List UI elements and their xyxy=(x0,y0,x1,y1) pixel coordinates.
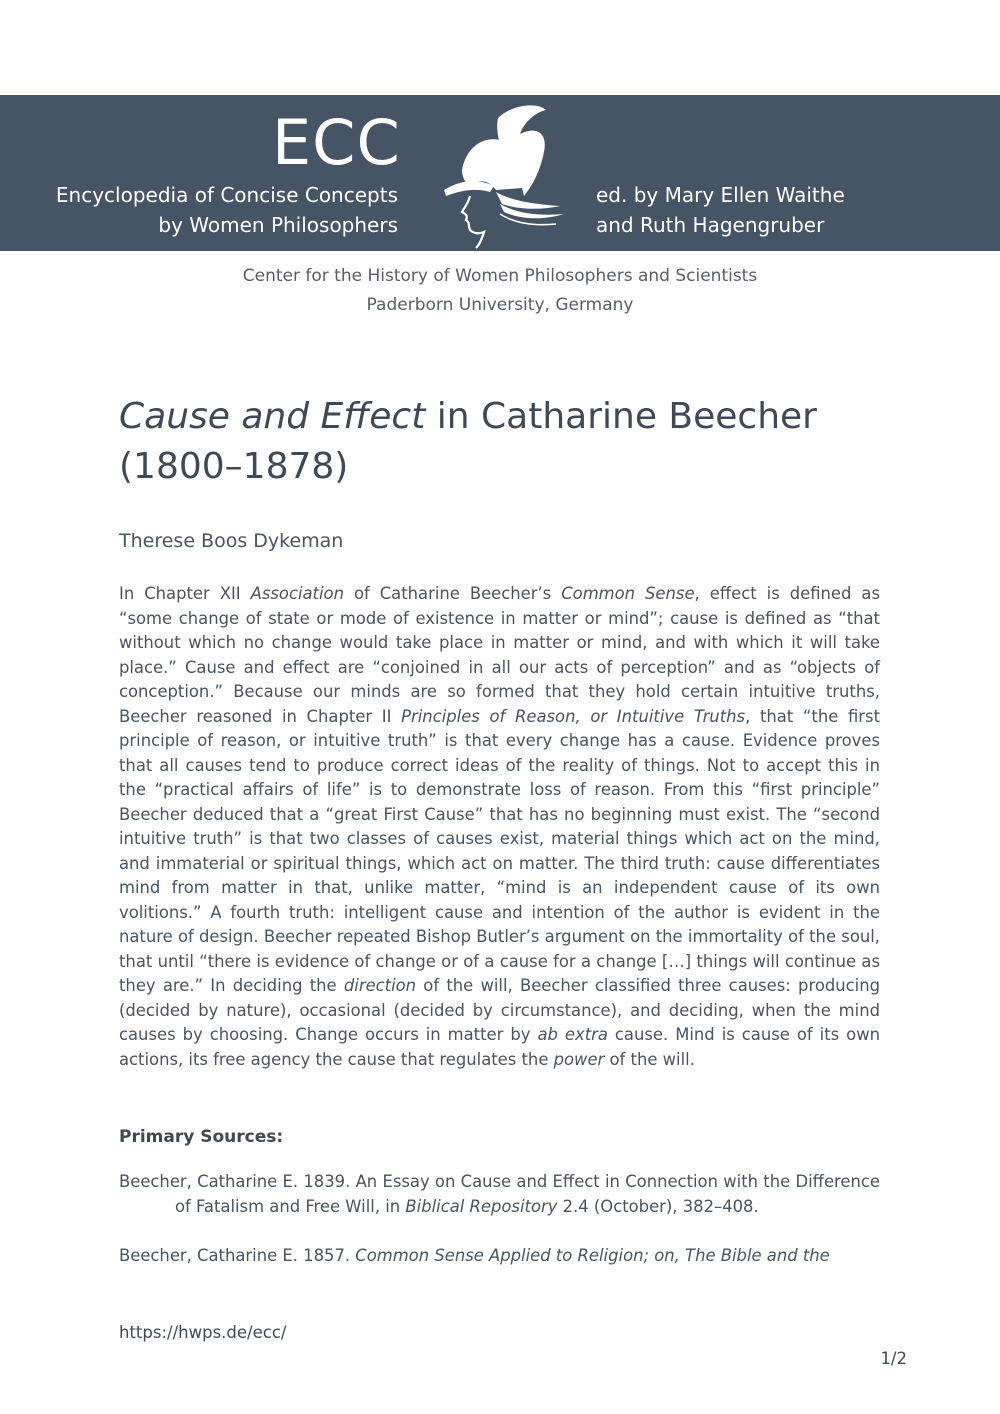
reference-item xyxy=(119,1170,880,1219)
article-body xyxy=(119,582,880,1072)
text-run: cause. Mind is cause of its own actions, its free agency the cause that regulates the xyxy=(119,1025,880,1069)
subtitle-line-2: by Women Philosophers xyxy=(158,213,398,237)
italic-run: Common Sense xyxy=(561,584,695,603)
ecc-logo: ECC xyxy=(272,106,401,179)
title-italic: Cause and Effect xyxy=(119,396,426,437)
italic-run: Principles of Reason, or Intuitive Truths xyxy=(401,706,746,726)
text-run: 2.4 (October), 382–408. xyxy=(557,1196,759,1216)
institution-location: Paderborn University, Germany xyxy=(366,295,634,315)
article-author: Therese Boos Dykeman xyxy=(119,530,344,552)
reference-item xyxy=(119,1244,880,1269)
text-run: , that “the first principle of reason, or intuitive truth” is that every change has a cause. Evidence proves that all causes tend to produce correct ideas of the reality of things. Not to accept this in the “practical affairs of life” is to demonstrate loss of reason. From this “first principle” Beecher deduced that a “great First Cause” that has no beginning must exist. The “second intuitive truth” is that two classes of causes exist, material things which act on the mind, and immaterial or spiritual things, which act on matter. The third truth: cause differentiates mind from matter in that, unlike matter, “mind is an independent cause of its own volitions.” A fourth truth: intelligent cause and intention of the author is evident in the nature of design. Beecher repeated Bishop Butler’s argument on the immortality of the soul, that until “there is evidence of change or of a cause for a change […] things will continue as they are.” In deciding the xyxy=(119,706,881,995)
text-run: , effect is defined as “some change of state or mode of existence in matter or mind”; cause is defined as “that without which no change would take place in matter or mind, and with which it will take place.” Cause and effect are “conjoined in all our acts of perception” and as “objects of conception.” Because our minds are so formed that they hold certain intuitive truths, Beecher reasoned in Chapter II xyxy=(119,584,880,726)
encyclopedia-subtitle xyxy=(56,180,398,240)
italic-run: power xyxy=(553,1049,605,1069)
text-run: Beecher, Catharine E. 1857. xyxy=(119,1246,356,1265)
institution-name: Center for the History of Women Philosophers and Scientists xyxy=(242,266,758,286)
italic-run: Common Sense Applied to Religion; on, The Bible and the xyxy=(355,1246,830,1265)
article-title xyxy=(119,392,899,492)
text-run: Beecher, Catharine E. 1839. An Essay on Cause and Effect in Connection with the Difference of Fatalism and Free Will, in xyxy=(119,1172,880,1216)
athena-helmet-icon xyxy=(440,100,570,250)
editors-line-2: and Ruth Hagengruber xyxy=(596,213,825,237)
title-rest: in Catharine Beecher (1800–1878) xyxy=(119,396,817,487)
footer-url[interactable]: https://hwps.de/ecc/ xyxy=(119,1323,287,1342)
primary-sources-heading: Primary Sources: xyxy=(119,1127,284,1147)
editors xyxy=(596,180,845,240)
italic-run: ab extra xyxy=(537,1025,608,1044)
page-number: 1/2 xyxy=(880,1349,907,1368)
text-run: In Chapter XII xyxy=(119,584,251,603)
text-run: of Catharine Beecher’s xyxy=(343,584,562,603)
editors-line-1: ed. by Mary Ellen Waithe xyxy=(596,183,845,207)
italic-run: Biblical Repository xyxy=(405,1196,558,1216)
italic-run: direction xyxy=(343,976,417,995)
italic-run: Association xyxy=(250,584,344,603)
subtitle-line-1: Encyclopedia of Concise Concepts xyxy=(55,183,398,207)
text-run: of the will. xyxy=(604,1049,695,1069)
text-run: of the will, Beecher classified three causes: producing (decided by nature), occasional (decided by circumstance), and deciding, when the mind causes by choosing. Change occurs in matter by xyxy=(119,976,880,1044)
